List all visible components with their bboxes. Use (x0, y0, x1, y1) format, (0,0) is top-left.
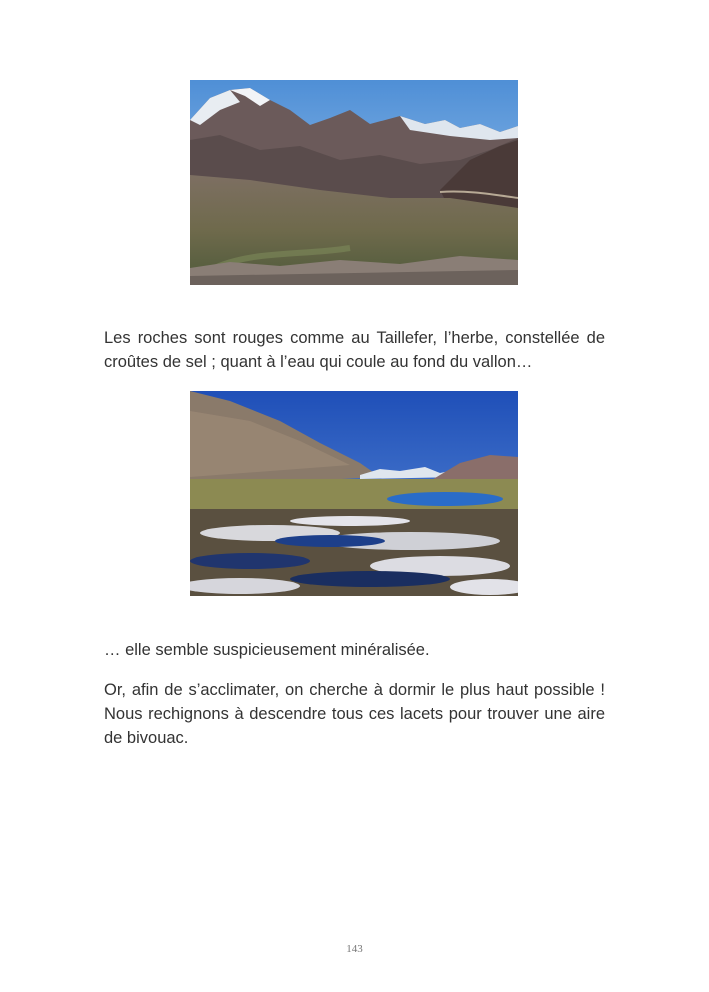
mountain-valley-photo (190, 80, 518, 285)
salt-lake-valley-photo (190, 391, 518, 596)
paragraph-3: Or, afin de s’acclimater, on cherche à dormir le plus haut possible ! Nous rechignons à descendre tous ces lacets pour trouver une aire de bivouac. (104, 681, 605, 747)
paragraph-2: … elle semble suspicieusement minéralisée. (104, 641, 430, 659)
paragraph-1: Les roches sont rouges comme au Taillefer, l’herbe, constellée de croûtes de sel ; quant à l’eau qui coule au fond du vallon… (104, 329, 605, 371)
page-number: 143 (346, 943, 363, 955)
